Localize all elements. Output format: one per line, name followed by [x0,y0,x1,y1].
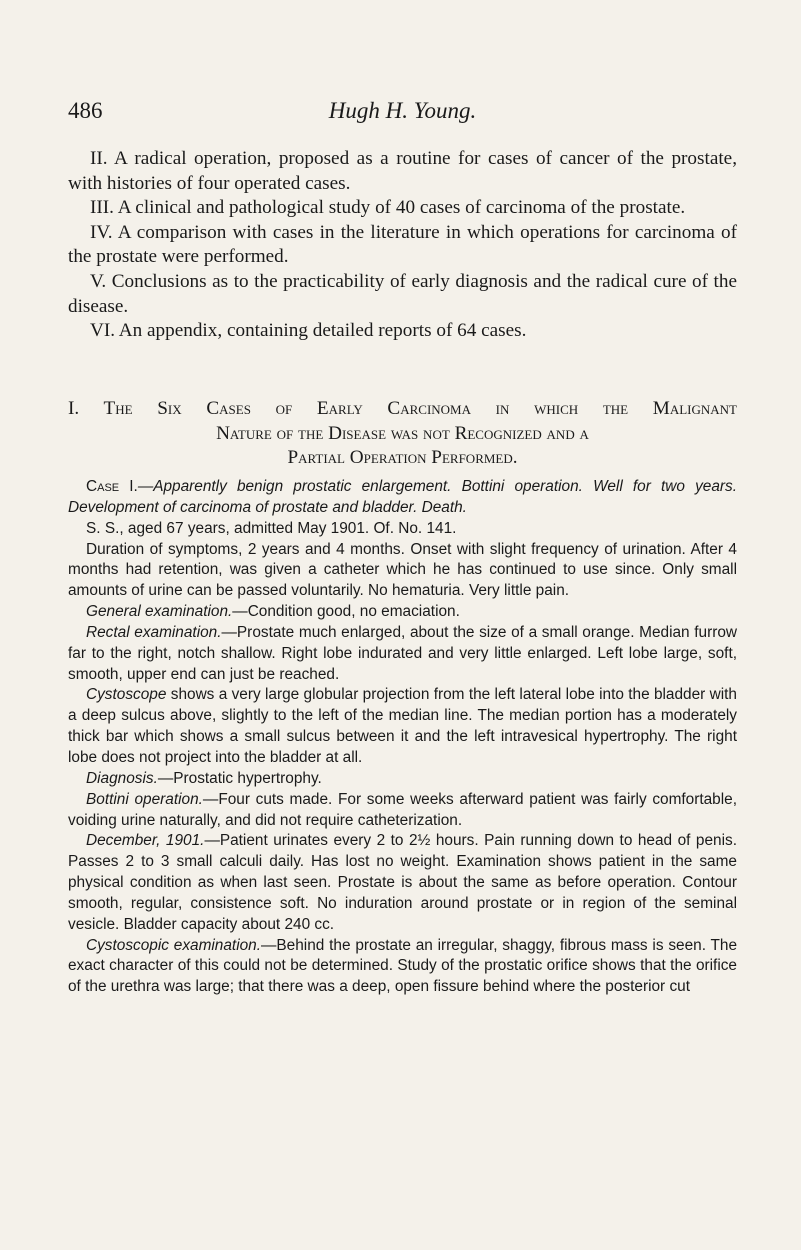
case-title: —Apparently benign prostatic enlargement. Bottini operation. Well for two years. Development of carcinoma of prostate and bladder. Death. [68,478,737,516]
bottini-label: Bottini operation. [86,790,203,808]
duration-paragraph: Duration of symptoms, 2 years and 4 months. Onset with slight frequency of urination. After 4 months had retention, was given a catheter which he has continued to use since. Only small amounts of urine can be passed voluntarily. No hematuria. Very little pain. [68,540,737,600]
rectal-label: Rectal examination. [86,623,222,641]
section-heading [68,397,737,471]
diagnosis-text: —Prostatic hypertrophy. [157,769,322,787]
outline-item: II. A radical operation, proposed as a routine for cases of cancer of the prostate, with histories of four operated cases. [68,148,737,194]
case-label: Case I. [86,478,138,495]
general-label: General examination. [86,603,233,621]
section-heading-line: Nature of the Disease was not Recognized and a [216,422,589,444]
cystoscope-paragraph [68,685,737,768]
outline-list [68,147,737,344]
case-report [68,477,737,998]
diagnosis-label: Diagnosis. [86,769,158,787]
december-text: —Patient urinates every 2 to 2½ hours. Pain running down to head of penis. Passes 2 to 3 small calculi daily. Has lost no weight. Examination shows patient in the same physical condition as when last seen. Prostate is about the same as before operation. Contour smooth, regular, consistence soft. No induration around prostate or in region of the seminal vesicle. Bladder capacity about 240 cc. [68,832,737,933]
section-heading-line: Partial Operation Performed. [287,447,518,469]
cystoscopic-text: —Behind the prostate an irregular, shaggy, fibrous mass is seen. The exact character of this could not be determined. Study of the prostatic orifice shows that the orifice of the urethra was large; that there was a deep, open fissure behind where the posterior cut [68,936,737,996]
bottini-paragraph [68,790,737,832]
outline-item: VI. An appendix, containing detailed reports of 64 cases. [90,320,527,342]
bottini-text: —Four cuts made. For some weeks afterward patient was fairly comfortable, voiding urine naturally, and did not require catheterization. [68,790,737,829]
cystoscope-text: shows a very large globular projection from the left lateral lobe into the bladder with a deep sulcus above, slightly to the left of the median line. The median portion has a moderately thick bar which shows a small sulcus between it and the left intravesical hypertrophy. The right lobe does not project into the bladder at all. [68,686,737,766]
cystoscope-label: Cystoscope [86,686,167,704]
rectal-examination [68,623,737,686]
general-examination [68,602,737,623]
december-paragraph [68,831,737,935]
rectal-text: —Prostate much enlarged, about the size of a small orange. Median furrow far to the right, notch shallow. Right lobe indurated and very little enlarged. Left lobe large, soft, smooth, upper end can just be reached. [68,623,737,683]
outline-item: IV. A comparison with cases in the literature in which operations for carcinoma of the prostate were performed. [68,221,737,268]
outline-item: III. A clinical and pathological study of 40 cases of carcinoma of the prostate. [90,197,686,219]
diagnosis-paragraph [68,769,737,790]
cystoscopic-paragraph [68,936,737,999]
section-heading-line: I. The Six Cases of Early Carcinoma in which the Malignant [68,398,737,419]
patient-line: S. S., aged 67 years, admitted May 1901. Of. No. 141. [86,519,457,537]
outline-item: V. Conclusions as to the practicability of early diagnosis and the radical cure of the disease. [68,270,737,317]
cystoscopic-label: Cystoscopic examination. [86,936,262,954]
running-title: Hugh H. Young. [328,98,477,123]
running-head [68,98,737,128]
general-text: —Condition good, no emaciation. [232,603,460,621]
case-heading [68,477,737,519]
page-number: 486 [68,98,103,123]
december-label: December, 1901. [86,832,205,850]
